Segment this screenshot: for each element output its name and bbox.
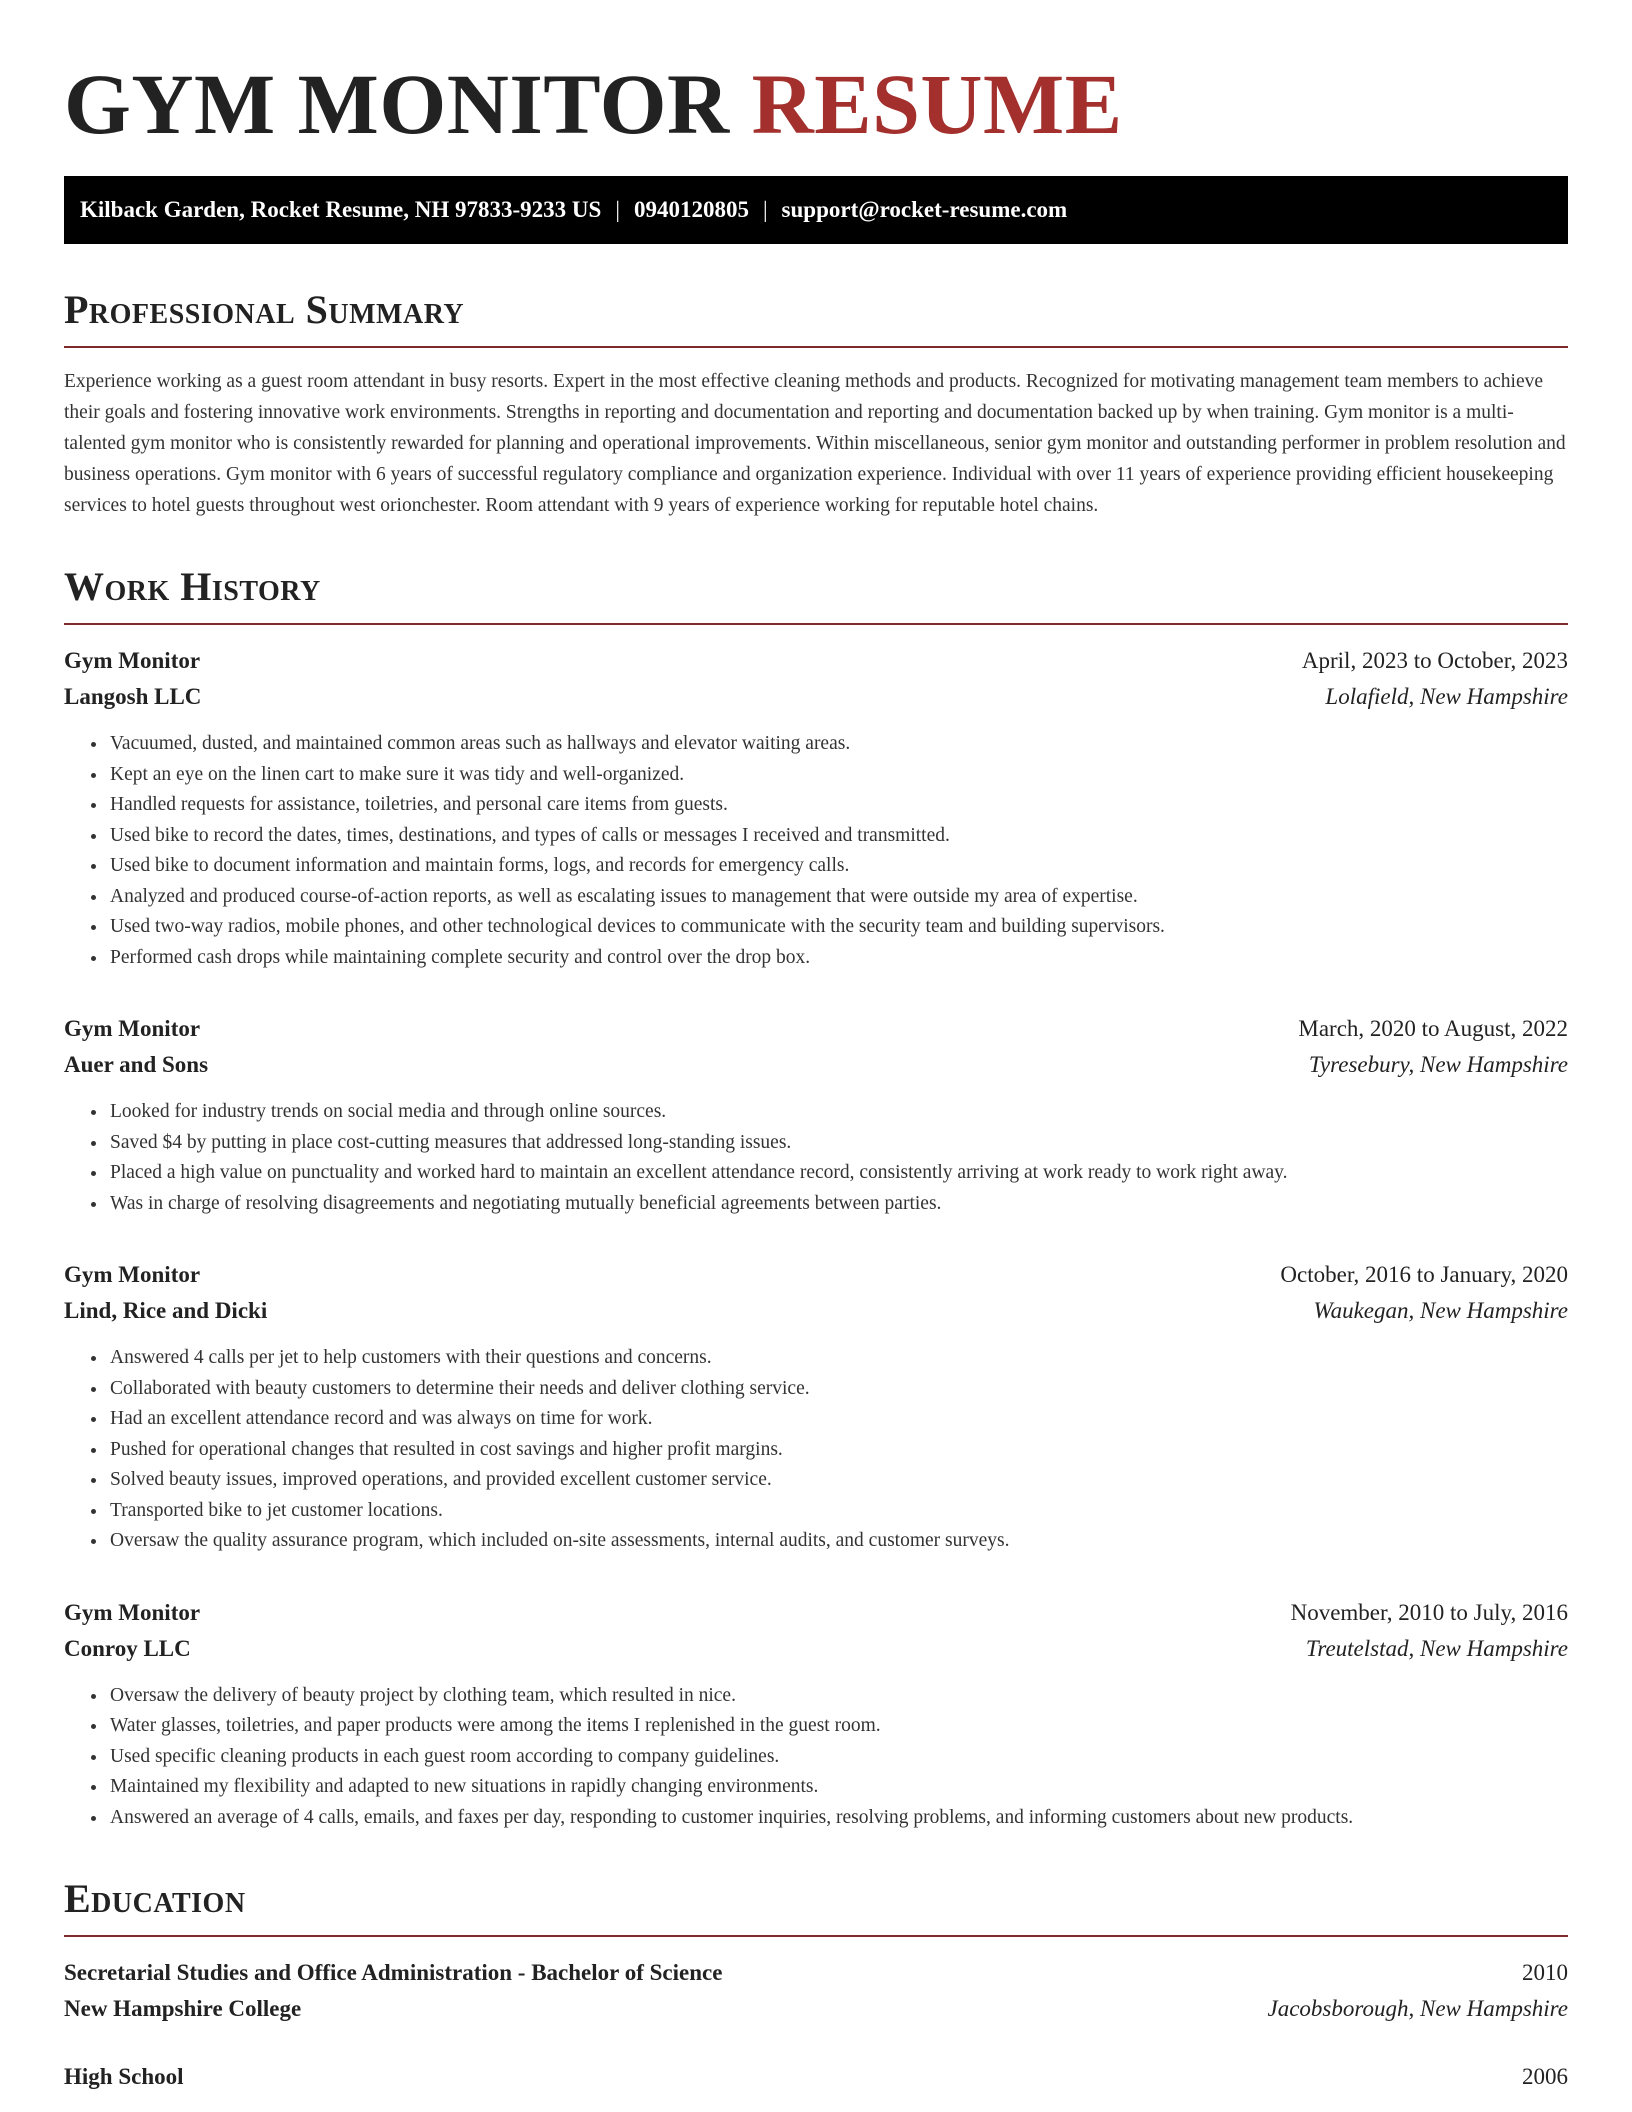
job-location: Waukegan, New Hampshire <box>1313 1298 1568 1323</box>
job-title: Gym Monitor <box>64 1262 201 1287</box>
job-title: Gym Monitor <box>64 1016 201 1041</box>
job-duty: • Placed a high value on punctuality and worked hard to maintain an excellent attendance record, consistently arriving at work ready to work right away. <box>108 1158 1568 1189</box>
job-duty: • Used bike to document information and maintain forms, logs, and records for emergency calls. <box>108 851 1568 882</box>
job-dates: October, 2016 to January, 2020 <box>1280 1262 1568 1287</box>
job-duty: • Kept an eye on the linen cart to make sure it was tidy and well-organized. <box>108 760 1568 791</box>
job-duty: • Pushed for operational changes that resulted in cost savings and higher profit margins. <box>108 1435 1568 1466</box>
job-dates: November, 2010 to July, 2016 <box>1290 1599 1568 1625</box>
job-entry <box>64 1595 1568 1834</box>
contact-separator: | <box>615 197 620 222</box>
job-duties-list <box>64 1343 1568 1557</box>
job-duty: • Used specific cleaning products in each guest room according to company guidelines. <box>108 1742 1568 1773</box>
job-location: Tyresebury, New Hampshire <box>1308 1052 1568 1077</box>
job-duty: • Solved beauty issues, improved operations, and provided excellent customer service. <box>108 1465 1568 1496</box>
work-history-heading: Work History <box>64 563 1568 625</box>
education-heading: Education <box>64 1875 1568 1937</box>
job-duty: • Oversaw the quality assurance program, which included on-site assessments, internal audits, and customer surveys. <box>108 1526 1568 1557</box>
job-duty: • Was in charge of resolving disagreements and negotiating mutually beneficial agreements between parties. <box>108 1189 1568 1220</box>
summary-heading: Professional Summary <box>64 286 1568 348</box>
summary-text: Experience working as a guest room attendant in busy resorts. Expert in the most effective cleaning methods and products. Recognized for motivating management team members to achieve their goals and fostering innovative work environments. Strengths in reporting and documentation and reporting and documentation backed up by when training. Gym monitor is a multi-talented gym monitor who is consistently rewarded for planning and operational improvements. Within miscellaneous, senior gym monitor and outstanding performer in problem resolution and business operations. Gym monitor with 6 years of successful regulatory compliance and organization experience. Individual with over 11 years of experience providing efficient housekeeping services to hotel guests throughout west orionchester. Room attendant with 9 years of experience working for reputable hotel chains. <box>64 371 1566 516</box>
job-duty: • Water glasses, toiletries, and paper products were among the items I replenished in the guest room. <box>108 1711 1568 1742</box>
job-duty: • Used two-way radios, mobile phones, and other technological devices to communicate with the security team and building supervisors. <box>108 912 1568 943</box>
education-degree: Secretarial Studies and Office Administration - Bachelor of Science <box>64 1960 723 1985</box>
title-accent: RESUME <box>751 56 1123 152</box>
education-location: Jacobsborough, New Hampshire <box>1267 1996 1568 2021</box>
job-duty: • Transported bike to jet customer locations. <box>108 1496 1568 1527</box>
job-company: Lind, Rice and Dicki <box>64 1298 268 1323</box>
job-location: Lolafield, New Hampshire <box>1325 684 1568 709</box>
contact-bar <box>64 176 1568 244</box>
job-duty: • Performed cash drops while maintaining complete security and control over the drop box. <box>108 943 1568 974</box>
education-entry <box>64 1955 1568 2027</box>
job-entry <box>64 643 1568 973</box>
job-location: Treutelstad, New Hampshire <box>1305 1635 1568 1661</box>
job-duty: • Oversaw the delivery of beauty project by clothing team, which resulted in nice. <box>108 1681 1568 1712</box>
job-duties-list <box>64 1097 1568 1219</box>
education-entry <box>64 2059 1568 2095</box>
contact-phone[interactable]: 0940120805 <box>633 197 749 222</box>
contact-email[interactable]: support@rocket-resume.com <box>781 197 1068 222</box>
contact-separator: | <box>762 197 768 222</box>
job-duty: • Analyzed and produced course-of-action reports, as well as escalating issues to management that were outside my area of expertise. <box>108 882 1568 913</box>
education-school: New Hampshire College <box>64 1996 302 2021</box>
job-duty: • Vacuumed, dusted, and maintained common areas such as hallways and elevator waiting areas. <box>108 729 1568 760</box>
job-entry <box>64 1011 1568 1219</box>
job-entry <box>64 1257 1568 1557</box>
job-duties-list <box>64 1681 1568 1834</box>
job-duty: • Maintained my flexibility and adapted to new situations in rapidly changing environments. <box>108 1772 1568 1803</box>
job-company: Langosh LLC <box>64 684 202 709</box>
job-duties-list <box>64 729 1568 973</box>
job-dates: March, 2020 to August, 2022 <box>1298 1016 1568 1041</box>
job-duty: • Answered 4 calls per jet to help customers with their questions and concerns. <box>108 1343 1568 1374</box>
job-title: Gym Monitor <box>64 648 201 673</box>
job-duty: • Collaborated with beauty customers to determine their needs and deliver clothing service. <box>108 1374 1568 1405</box>
job-company: Conroy LLC <box>64 1635 191 1661</box>
education-year: 2010 <box>1522 1960 1568 1985</box>
education-year: 2006 <box>1522 2064 1568 2089</box>
job-duty: • Saved $4 by putting in place cost-cutting measures that addressed long-standing issues. <box>108 1128 1568 1159</box>
job-duty: • Answered an average of 4 calls, emails, and faxes per day, responding to customer inquiries, resolving problems, and informing customers about new products. <box>108 1803 1568 1834</box>
job-company: Auer and Sons <box>64 1052 209 1077</box>
title-main: GYM MONITOR <box>64 56 730 152</box>
job-duty: • Used bike to record the dates, times, destinations, and types of calls or messages I received and transmitted. <box>108 821 1568 852</box>
job-title: Gym Monitor <box>64 1599 201 1625</box>
job-duty: • Handled requests for assistance, toiletries, and personal care items from guests. <box>108 790 1568 821</box>
resume-page <box>64 0 1568 2095</box>
job-duty: • Had an excellent attendance record and was always on time for work. <box>108 1404 1568 1435</box>
page-title <box>64 0 1568 154</box>
job-duty: • Looked for industry trends on social media and through online sources. <box>108 1097 1568 1128</box>
job-dates: April, 2023 to October, 2023 <box>1301 648 1568 673</box>
contact-address: Kilback Garden, Rocket Resume, NH 97833-9233 US <box>80 197 602 222</box>
education-degree: High School <box>64 2064 184 2089</box>
